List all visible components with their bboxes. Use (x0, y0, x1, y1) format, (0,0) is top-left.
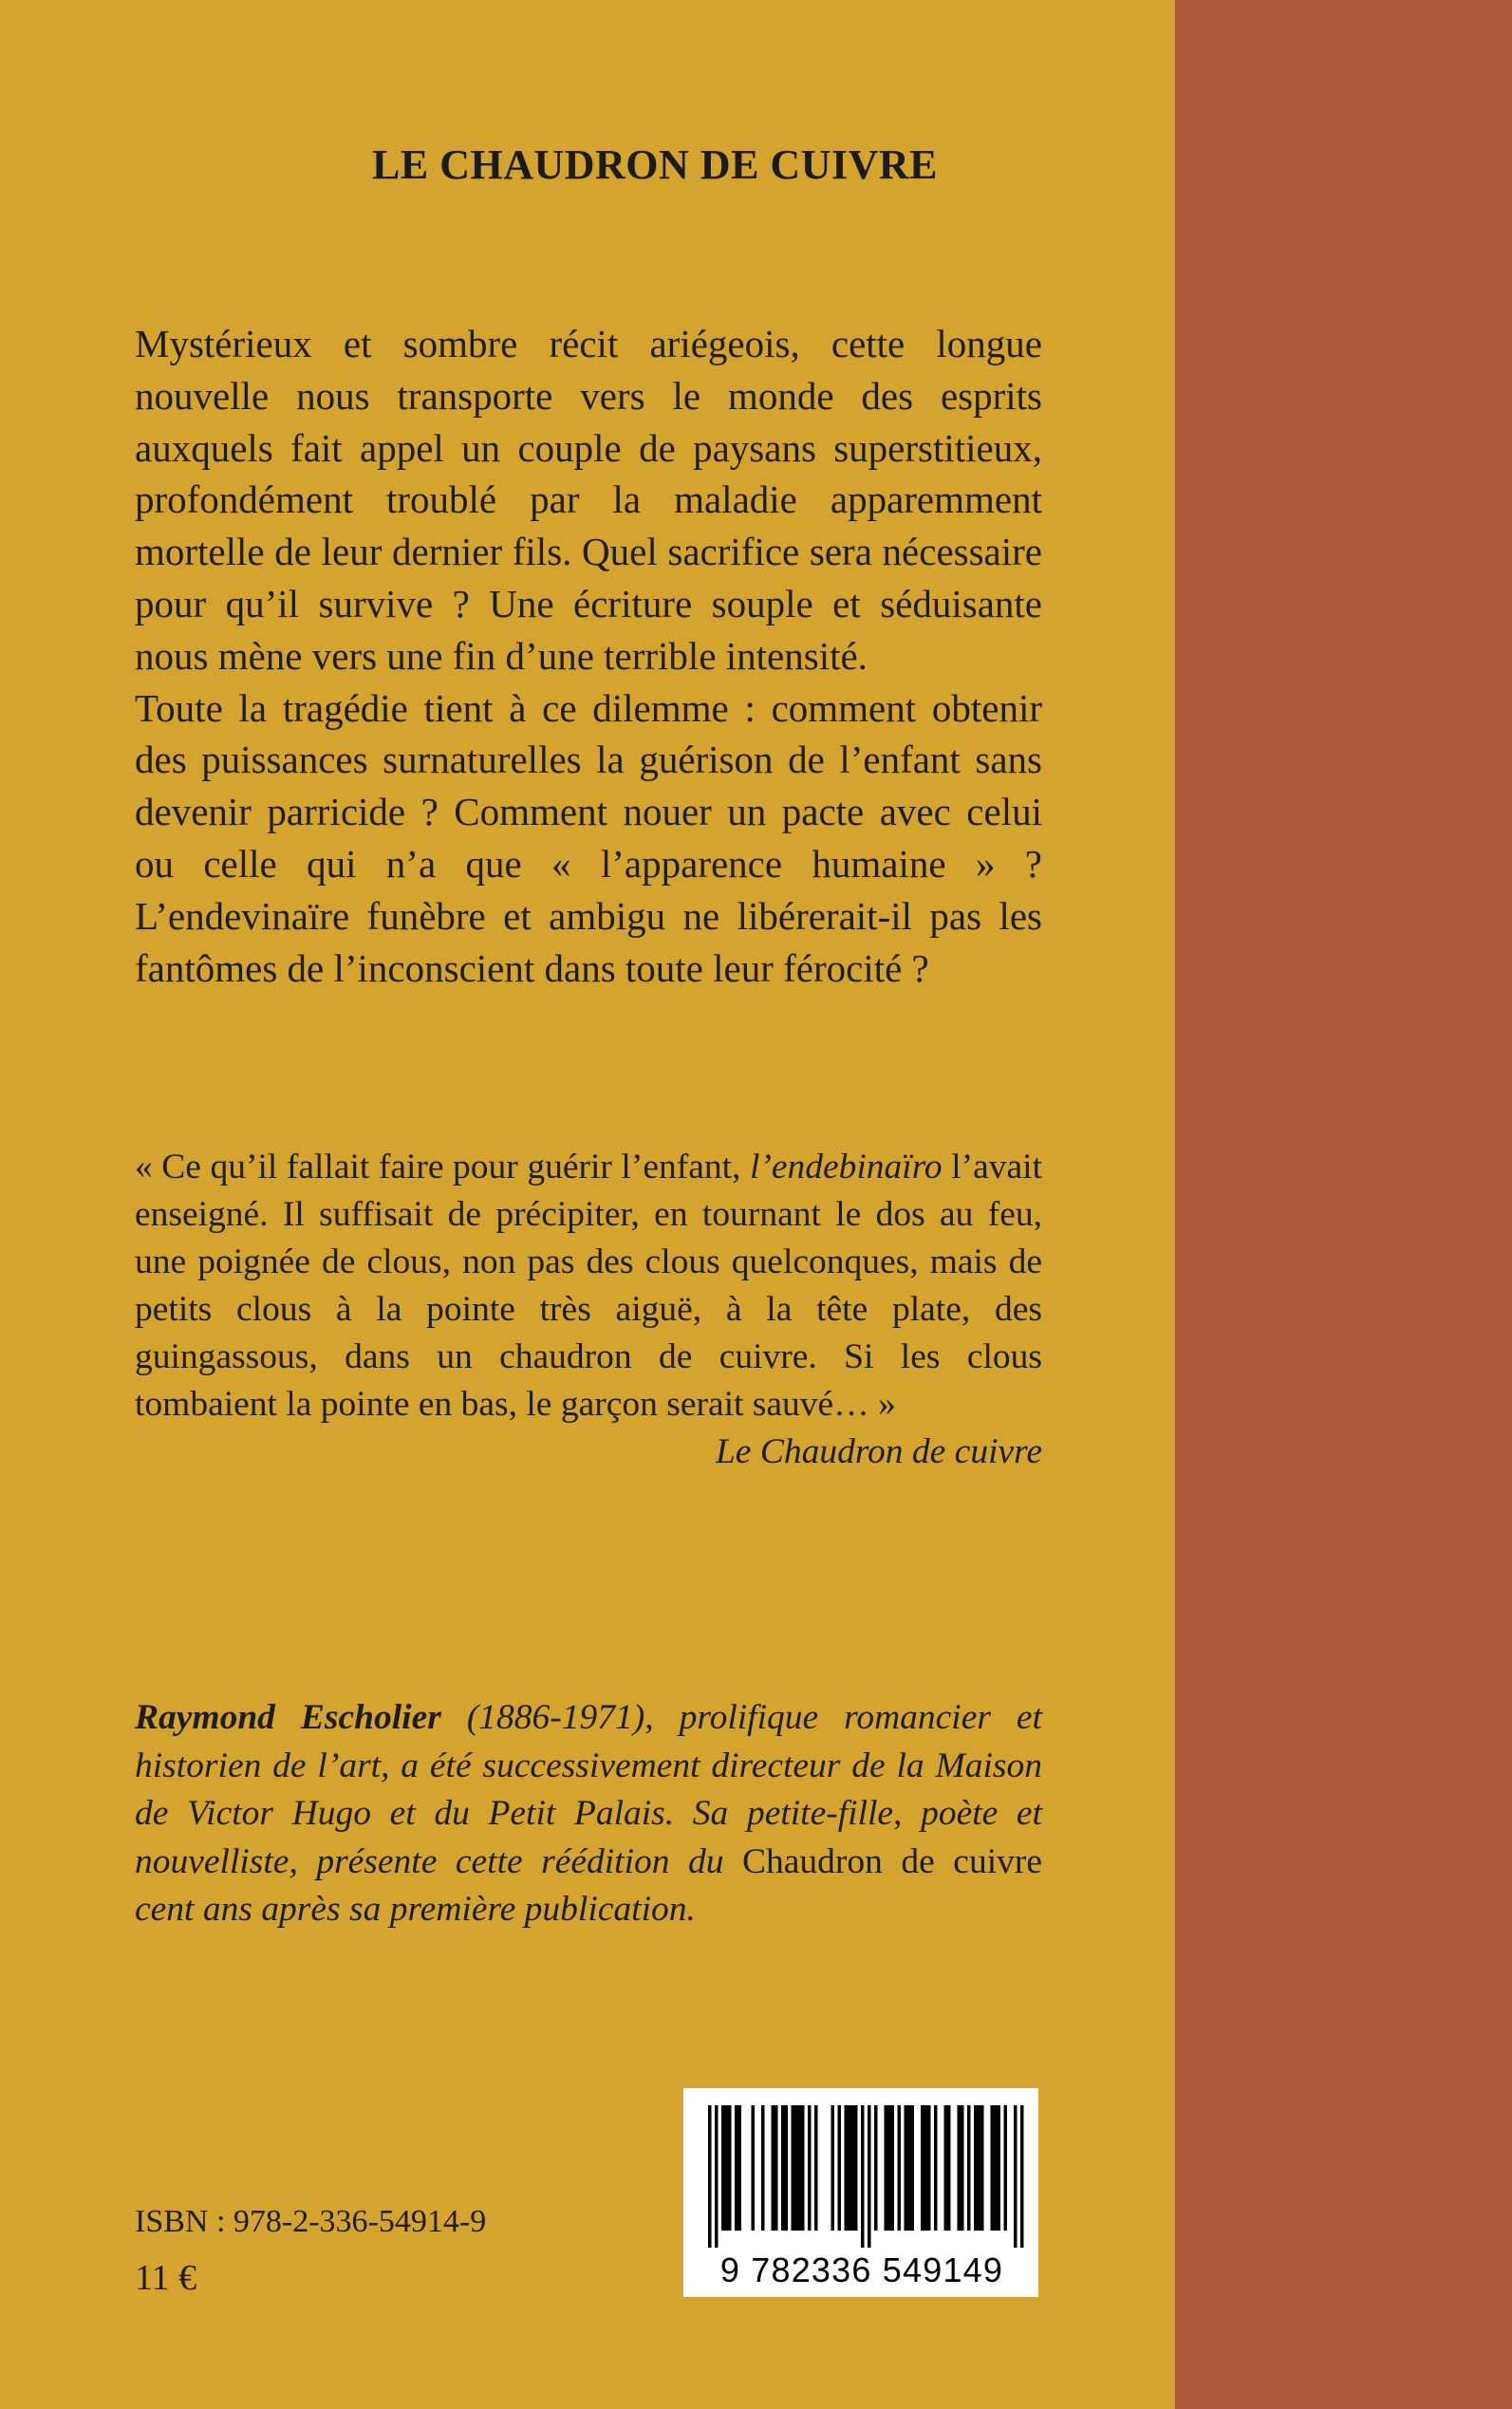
quote-source: Le Chaudron de cuivre (715, 1432, 1042, 1471)
barcode-bar (728, 2105, 732, 2231)
excerpt-quote (135, 1144, 1042, 1476)
blurb (135, 318, 1042, 994)
bio-book-title: Chaudron de cuivre (742, 1841, 1042, 1881)
barcode-bar (785, 2105, 789, 2231)
barcode-bar (961, 2105, 964, 2231)
barcode-bar (801, 2105, 805, 2231)
barcode-digits: 9 782336 549149 (719, 2250, 1004, 2289)
barcode-bar (848, 2105, 851, 2231)
barcode-bar (905, 2105, 908, 2231)
book-title: LE CHAUDRON DE CUIVRE (372, 141, 938, 188)
barcode-bar (838, 2105, 842, 2231)
barcode-bar (924, 2105, 928, 2231)
barcode-bars (683, 2088, 1038, 2250)
blurb-paragraph-1: Mystérieux et sombre récit ariégeois, cette longue nouvelle nous transporte vers le monde des esprits auxquels fait appel un couple de paysans superstitieux, profondément troublé par la maladie apparemment mortelle de leur dernier fils. Quel sacrifice sera nécessaire pour qu’il survive ? Une écriture souple et séduisante nous mène vers une fin d’une terrible intensité. (135, 322, 1042, 678)
barcode-bar (831, 2105, 835, 2231)
barcode-bar (798, 2105, 802, 2231)
barcode-bar (721, 2105, 725, 2231)
author-bio (135, 1694, 1042, 1934)
isbn: ISBN : 978-2-336-54914-9 (135, 2204, 487, 2239)
author-name: Raymond Escholier (135, 1698, 441, 1737)
barcode-bar (958, 2105, 961, 2231)
barcode-bar (715, 2105, 719, 2248)
barcode-bar (934, 2105, 938, 2231)
barcode-bar (967, 2105, 971, 2231)
barcode-bar (861, 2105, 865, 2248)
barcode-bar (991, 2105, 995, 2231)
barcode-bar (898, 2105, 902, 2231)
barcode-bar (781, 2105, 785, 2231)
barcode-bar (887, 2105, 891, 2231)
barcode-bar (944, 2105, 948, 2231)
price: 11 € (135, 2258, 197, 2298)
quote-part-1: « Ce qu’il fallait faire pour guérir l’enfant, (135, 1148, 750, 1186)
barcode-bar (980, 2105, 984, 2231)
barcode-bar (911, 2105, 915, 2231)
spine-band (1175, 0, 1512, 2409)
barcode-bar (978, 2105, 981, 2231)
barcode-bar (772, 2105, 775, 2231)
barcode-bar (891, 2105, 895, 2231)
bio-text-2: cent ans après sa première publication. (135, 1890, 696, 1929)
barcode-bar (814, 2105, 818, 2231)
quote-italic-term: l’endebinaïro (749, 1148, 943, 1186)
barcode-bar (994, 2105, 998, 2231)
barcode-bar (854, 2105, 858, 2231)
quote-part-2: l’avait enseigné. Il suffisait de précipiter, en tournant le dos au feu, une poignée de clous, non pas des clous quelconques, mais de petits clous à la pointe très aiguë, à la tête plate, des guingassous, dans un chaudron de cuivre. Si les clous tombaient la pointe en bas, le garçon serait sauvé… » (135, 1148, 1042, 1424)
barcode-bar (1020, 2105, 1024, 2248)
barcode-bar (752, 2105, 756, 2231)
barcode-bar (1014, 2105, 1017, 2248)
barcode-bar (874, 2105, 878, 2231)
barcode-bar (851, 2105, 855, 2231)
barcode-bar (907, 2105, 911, 2231)
barcode-bar (868, 2105, 871, 2248)
barcode-bar (775, 2105, 778, 2231)
barcode-bar (708, 2105, 712, 2248)
barcode-bar (794, 2105, 798, 2231)
barcode (683, 2088, 1038, 2297)
blurb-paragraph-2: Toute la tragédie tient à ce dilemme : comment obtenir des puissances surnaturelles la guérison de l’enfant sans devenir parricide ? Comment nouer un pacte avec celui ou celle qui n’a que « l’apparence humaine » ? L’endevinaïre funèbre et ambigu ne libérerait-il pas les fantômes de l’inconscient dans toute leur férocité ? (135, 685, 1042, 990)
barcode-bar (947, 2105, 951, 2231)
barcode-bar (735, 2105, 738, 2231)
barcode-bar (921, 2105, 924, 2231)
quote-text (135, 1144, 1042, 1429)
barcode-bar (885, 2105, 888, 2231)
barcode-bar (998, 2105, 1001, 2231)
barcode-bar (974, 2105, 978, 2231)
barcode-bar (725, 2105, 729, 2231)
barcode-bar (792, 2105, 795, 2231)
barcode-bar (845, 2105, 849, 2231)
barcode-bar (927, 2105, 931, 2231)
barcode-bar (761, 2105, 765, 2231)
barcode-bar (738, 2105, 742, 2231)
barcode-bar (808, 2105, 812, 2231)
bio-text-1: (1886-1971), prolifique romancier et historien de l’art, a été successivement directeur de la Maison de Victor Hugo et du Petit Palais. Sa petite-fille, poète et nouvelliste, présente cette réédition du (135, 1698, 1042, 1881)
barcode-bar (1004, 2105, 1008, 2231)
